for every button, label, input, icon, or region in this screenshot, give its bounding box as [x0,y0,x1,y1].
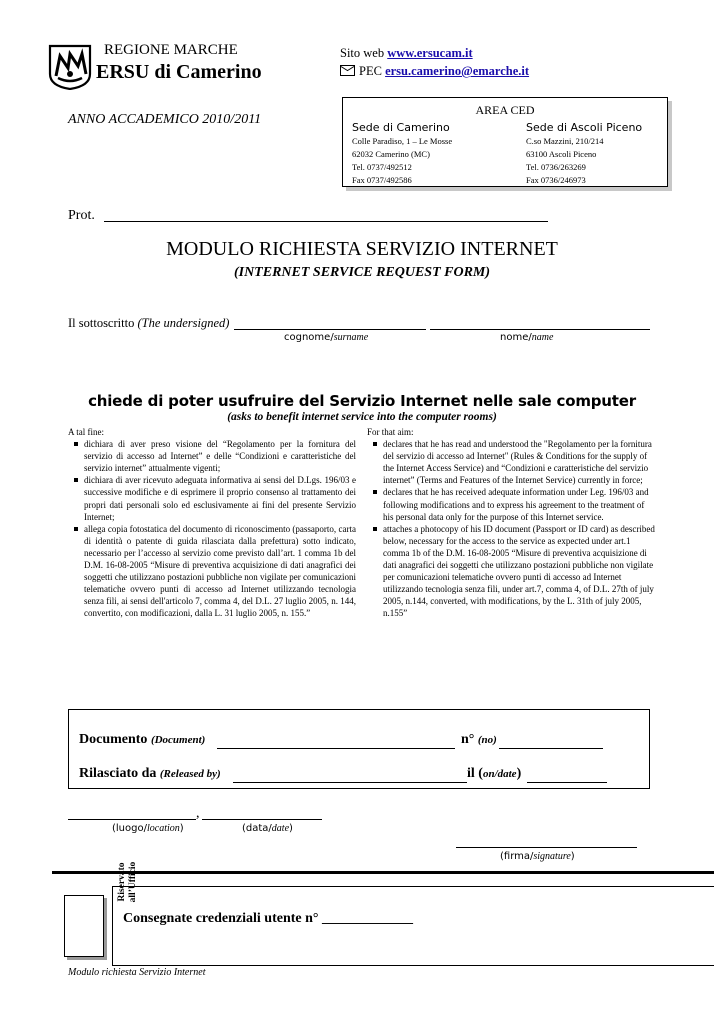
page-footer: Modulo richiesta Servizio Internet [68,967,206,978]
number-label-it: n° [461,732,475,747]
form-subtitle: (INTERNET SERVICE REQUEST FORM) [233,265,491,280]
sede-name: Sede di Camerino [352,121,450,134]
sede-line: C.so Mazzini, 210/214 [526,136,604,146]
date-caption-it: (data/ [242,823,272,834]
ced-box [342,97,668,187]
released-label [79,766,221,782]
english-list [367,438,657,619]
italian-intro: A tal fine: [68,427,104,437]
surname-caption-it: cognome/ [284,332,334,343]
sede-line: Colle Paradiso, 1 – Le Mosse [352,136,453,146]
italian-column [68,426,356,620]
english-intro: For that aim: [367,427,414,437]
signature-caption-close: ) [570,851,575,862]
comma: , [196,806,200,821]
surname-caption-en: surname [333,332,369,343]
request-subtitle: (asks to benefit internet service into the computer rooms) [227,411,497,423]
pec-link[interactable]: ersu.camerino@emarche.it [385,64,530,78]
english-column [367,426,657,620]
list-item: declares that he has received adequate information under Leg. 196/03 and following modifications and to express his agreement to the treatment of his personal data only for the purpose of this Internet service. [383,486,657,522]
location-caption [112,823,184,834]
italian-list [68,438,356,619]
surname-caption [284,332,368,343]
document-box [68,709,650,789]
pec-line [340,64,529,79]
signature-caption-en: signature [533,851,571,862]
number-label [461,732,497,748]
prot-label: Prot. [68,208,95,223]
date-sign-field[interactable] [202,819,322,820]
location-field[interactable] [68,819,196,820]
sede-camerino [352,120,452,187]
sede-line: 62032 Camerino (MC) [352,149,430,159]
number-label-en: (no) [477,734,497,746]
location-caption-close: ) [179,823,184,834]
name-caption [500,332,553,343]
credentials-box [112,886,714,966]
signature-caption-it: (firma/ [500,851,534,862]
released-field[interactable] [233,782,467,783]
signature-field[interactable] [456,847,637,848]
section-divider [52,871,714,874]
date-field[interactable] [527,782,607,783]
region-name: REGIONE MARCHE [104,42,238,58]
request-title: chiede di poter usufruire del Servizio Internet nelle sale computer [88,392,636,410]
date-caption-en: date [271,823,290,834]
office-reserved-line: all’Ufficio [128,861,138,903]
ced-title: AREA CED [475,103,535,117]
office-reserved-box [64,861,138,957]
prot-field[interactable] [104,221,548,222]
sede-line: Fax 0736/246973 [526,175,586,185]
undersigned-en: (The undersigned) [137,316,230,330]
date-label-it: il ( [467,766,483,781]
undersigned-label [68,316,229,331]
sede-ascoli [526,120,642,187]
location-caption-en: location [146,823,180,834]
sede-line: Fax 0737/492586 [352,175,412,185]
released-label-en: (Released by) [159,768,221,780]
document-field[interactable] [217,748,455,749]
name-field[interactable] [430,329,650,330]
date-label-en: on/date [482,768,517,780]
date-label-close: ) [516,766,522,781]
list-item: dichiara di aver preso visione del “Regolamento per la fornitura del servizio di accesso ad Internet” e delle “Condizioni e caratteristiche del servizio internet” attualmente vigenti; [84,439,356,474]
document-label-en: (Document) [150,734,206,746]
sede-line: Tel. 0736/263269 [526,162,586,172]
website-line [340,46,473,61]
sede-line: 63100 Ascoli Piceno [526,149,597,159]
sede-name: Sede di Ascoli Piceno [526,121,643,134]
list-item: dichiara di aver ricevuto adeguata informativa ai sensi del D.Lgs. 196/03 e successive modifiche e di esprimere il proprio consenso al trattamento dei propri dati personali solo ed esclusivamente ai fini del presente Servizio Internet; [84,475,356,522]
pec-label: PEC [359,64,382,78]
name-caption-en: name [531,332,554,343]
undersigned-it: Il sottoscritto [68,316,135,330]
sede-line: Tel. 0737/492512 [352,162,412,172]
released-label-it: Rilasciato da [79,766,157,781]
surname-field[interactable] [234,329,426,330]
ersu-logo-icon [48,44,92,90]
date-label [467,766,521,782]
form-title: MODULO RICHIESTA SERVIZIO INTERNET [166,238,558,260]
office-reserved-line: Riservato [117,862,127,902]
website-label: Sito web [340,46,385,60]
credentials-label: Consegnate credenziali utente n° _____________ [123,911,413,926]
document-label [79,732,205,748]
list-item: allega copia fotostatica del documento di riconoscimento (passaporto, carta di identità o patente di guida rilasciata dalla prefettura) sotto indicato, necessario per l’accesso al servizio come previsto dall’art. 1 comma 1b del D.M. 16-08-2005 “Misure di preventiva acquisizione di dati anagrafici dei soggetti che utilizzano postazioni pubbliche non vigilate per comunicazioni telematiche ovvero punti di accesso ad Internet utilizzando tecnologia senza fili, ai sensi dell'articolo 7, comma 4, del D.L. 27 luglio 2005, n. 144, convertito, con modificazioni, dalla L. 31 luglio 2005, n. 155.” [84,523,356,619]
website-link[interactable]: www.ersucam.it [387,46,473,60]
location-caption-it: (luogo/ [112,823,147,834]
number-field[interactable] [499,748,603,749]
date-caption [242,823,293,834]
signature-caption [500,851,575,862]
academic-year: ANNO ACCADEMICO 2010/2011 [68,112,262,127]
ersu-name: ERSU di Camerino [96,61,262,83]
envelope-icon [340,65,355,76]
date-caption-close: ) [289,823,293,834]
document-label-it: Documento [79,732,148,747]
list-item: declares that he has read and understood the "Regolamento per la fornitura del servizio di accesso ad Internet" (Rules & Conditions for the supply of the Internet Access Service) and “Condizioni e caratteristiche del servizio internet” (Terms and Features of the Internet Service) currently in force; [383,438,657,486]
list-item: attaches a photocopy of his ID document (Passport or ID card) as described below, necessary for the access to the service as expected under art.1 comma 1b of the D.M. 16-08-2005 “Misure di preventiva acquisizione di dati anagrafici dei soggetti che utilizzano postazioni pubbliche non vigilate per comunicazioni telematiche ovvero punti di accesso ad Internet utilizzando tecnologia senza fili, under art.7, comma 4, of D.L. 27th of july 2005, n.144, converted, with modifications, by the L. 31th of july 2005, n.155” [383,523,657,620]
name-caption-it: nome/ [500,332,532,343]
